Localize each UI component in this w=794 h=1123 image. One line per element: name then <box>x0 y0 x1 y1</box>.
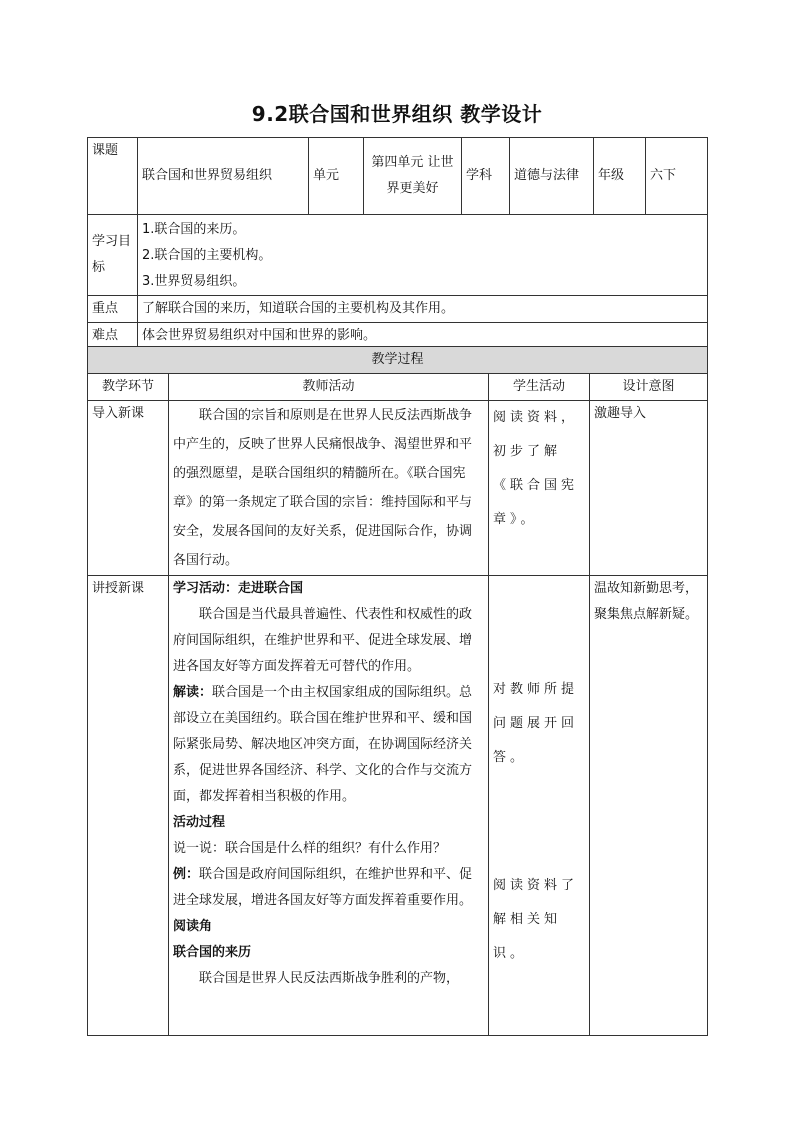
info-table <box>87 137 708 350</box>
process-table <box>87 346 708 1036</box>
topic-label: 课题 <box>88 138 138 215</box>
section-title: 教学过程 <box>88 347 708 374</box>
activity-heading: 学习活动：走进联合国 <box>173 581 304 596</box>
explain-text: 联合国是一个由主权国家组成的国际组织。总部设立在美国纽约。联合国在维护世界和平、缓和国际紧张局势、解决地区冲突方面，在协调国际经济关系，促进世界各国经济、科学、文化的合作与交流方面，都发挥着相当积极的作用。 <box>173 685 473 804</box>
intent-intro: 激趣导入 <box>590 401 708 576</box>
explain-label: 解读： <box>173 685 213 700</box>
process-heading: 活动过程 <box>173 815 226 830</box>
key-value: 了解联合国的来历，知道联合国的主要机构及其作用。 <box>138 296 708 323</box>
header-student: 学生活动 <box>489 374 590 401</box>
reading-heading: 阅读角 <box>173 919 213 934</box>
intent-new: 温故知新勤思考，聚集焦点解新疑。 <box>590 576 708 1036</box>
example-paragraph <box>173 862 484 914</box>
key-label: 重点 <box>88 296 138 323</box>
header-teacher: 教师活动 <box>169 374 489 401</box>
teacher-activity-intro: 联合国的宗旨和原则是在世界人民反法西斯战争中产生的，反映了世界人民痛恨战争、渴望世界和平的强烈愿望，是联合国组织的精髓所在。《联合国宪章》的第一条规定了联合国的宗旨：维持国际和平与安全，发展各国间的友好关系，促进国际合作，协调各国行动。 <box>169 401 489 576</box>
example-text: 联合国是政府间国际组织，在维护世界和平、促进全球发展，增进各国友好等方面发挥着重要作用。 <box>173 867 473 908</box>
difficult-value: 体会世界贸易组织对中国和世界的影响。 <box>138 323 708 350</box>
subject-value: 道德与法律 <box>510 138 594 215</box>
header-stage: 教学环节 <box>88 374 169 401</box>
page-title: 9.2联合国和世界组织 教学设计 <box>251 102 543 126</box>
teacher-activity-new <box>169 576 489 1036</box>
student-reading: 阅读资料了解相关知识。 <box>493 878 579 961</box>
goals-list <box>138 215 708 296</box>
stage-intro: 导入新课 <box>88 401 169 576</box>
student-activity-intro: 阅读资料，初步了解《联合国宪章》。 <box>489 401 590 576</box>
history-heading: 联合国的来历 <box>173 945 252 960</box>
stage-new: 讲授新课 <box>88 576 169 1036</box>
subject-label: 学科 <box>462 138 510 215</box>
goals-label: 学习目标 <box>88 215 138 296</box>
goal-item: 3.世界贸易组织。 <box>142 274 246 289</box>
grade-value: 六下 <box>646 138 708 215</box>
topic-value: 联合国和世界贸易组织 <box>138 138 309 215</box>
unit-value: 第四单元 让世界更美好 <box>364 138 462 215</box>
history-text: 联合国是世界人民反法西斯战争胜利的产物， <box>199 971 460 986</box>
student-answer: 对教师所提问题展开回答。 <box>493 682 579 765</box>
header-intent: 设计意图 <box>590 374 708 401</box>
question-text: 说一说：联合国是什么样的组织？有什么作用？ <box>173 841 447 856</box>
goal-item: 2.联合国的主要机构。 <box>142 248 272 263</box>
student-activity-new <box>489 576 590 1036</box>
goal-item: 1.联合国的来历。 <box>142 222 246 237</box>
grade-label: 年级 <box>594 138 646 215</box>
unit-label: 单元 <box>309 138 364 215</box>
example-label: 例： <box>173 867 200 882</box>
intro-paragraph: 联合国是当代最具普遍性、代表性和权威性的政府间国际组织，在维护世界和平、促进全球发展、增进各国友好等方面发挥着无可替代的作用。 <box>173 607 473 674</box>
explain-paragraph <box>173 680 484 810</box>
difficult-label: 难点 <box>88 323 138 350</box>
